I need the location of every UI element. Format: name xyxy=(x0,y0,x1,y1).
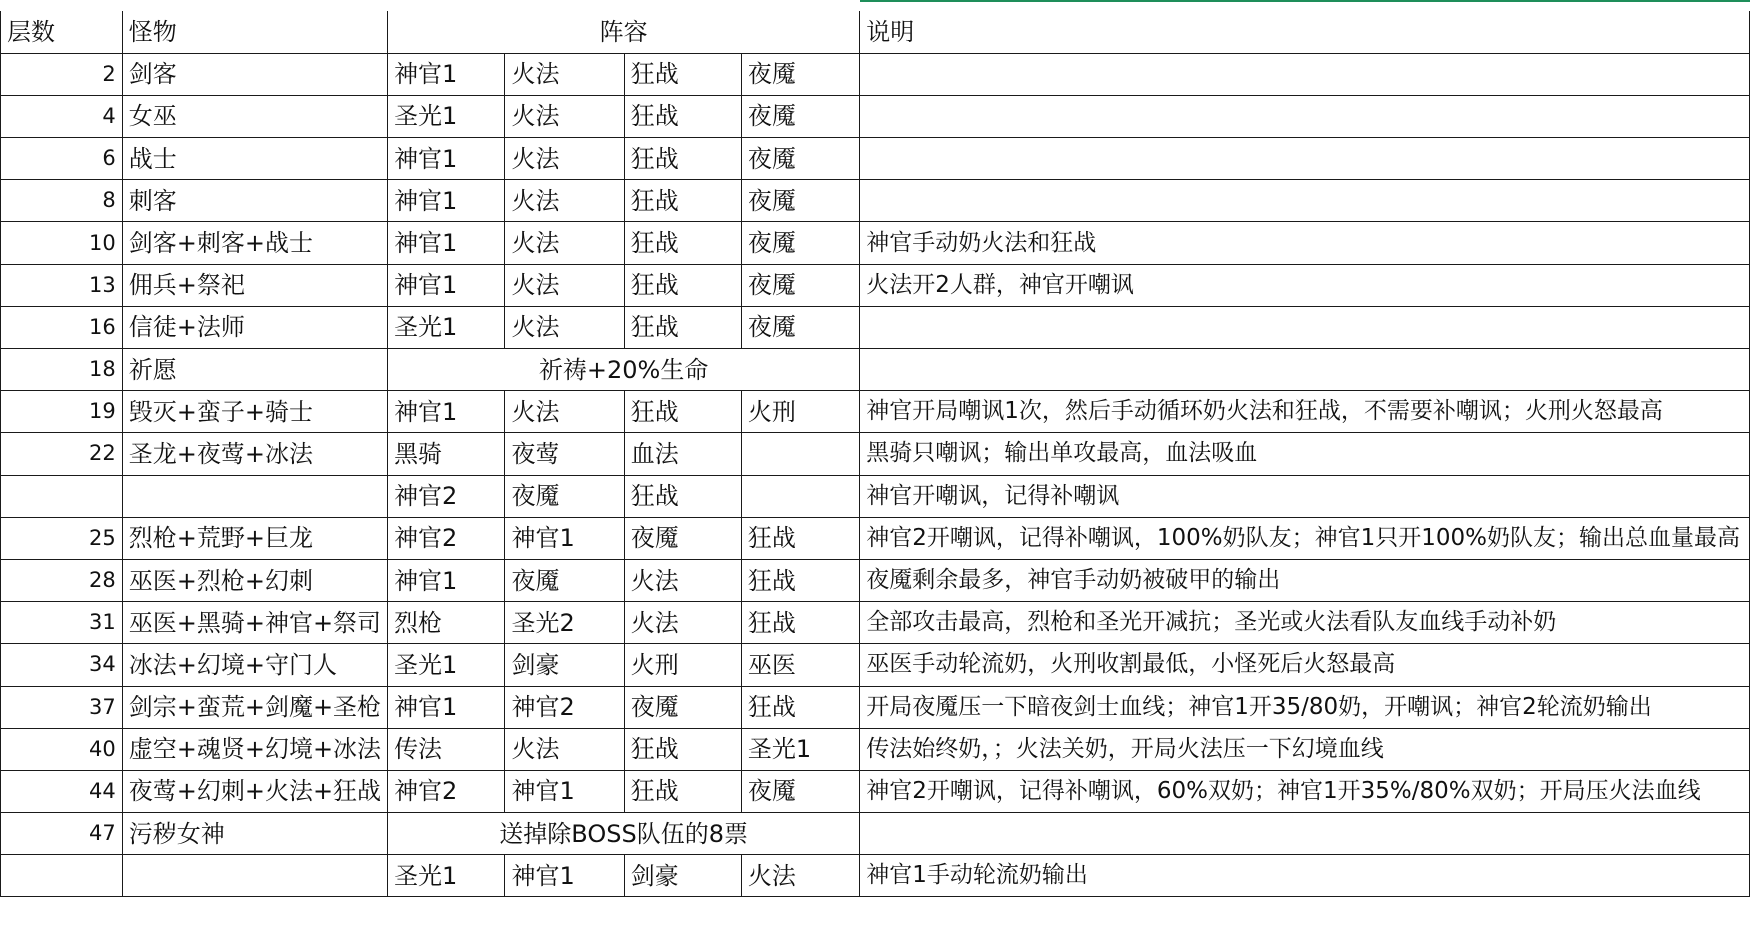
lineup-cell[interactable]: 狂战 xyxy=(624,391,741,433)
lineup-cell[interactable]: 火法 xyxy=(505,728,624,770)
lineup-cell[interactable]: 神官1 xyxy=(388,686,505,728)
lineup-cell[interactable]: 烈枪 xyxy=(388,602,505,644)
lineup-cell[interactable]: 圣光1 xyxy=(741,728,859,770)
lineup-cell[interactable]: 夜魇 xyxy=(741,53,859,95)
lineup-cell[interactable]: 神官2 xyxy=(388,770,505,812)
lineup-cell[interactable]: 神官1 xyxy=(505,855,624,897)
lineup-cell[interactable]: 火法 xyxy=(505,180,624,222)
monster-cell[interactable]: 祈愿 xyxy=(122,349,387,391)
lineup-cell[interactable]: 神官2 xyxy=(388,517,505,559)
header-row xyxy=(1,11,1750,53)
lineup-cell[interactable]: 夜魇 xyxy=(505,475,624,517)
lineup-cell[interactable]: 狂战 xyxy=(624,138,741,180)
header-floor[interactable]: 层数 xyxy=(1,11,123,53)
lineup-cell[interactable]: 狂战 xyxy=(624,53,741,95)
floor-cell[interactable]: 19 xyxy=(1,391,123,433)
lineup-cell[interactable]: 神官1 xyxy=(388,138,505,180)
floor-cell[interactable]: 34 xyxy=(1,644,123,686)
lineup-merged-cell[interactable]: 送掉除BOSS队伍的8票 xyxy=(388,813,860,855)
table-row xyxy=(1,728,1750,770)
table-row xyxy=(1,813,1750,855)
monster-cell[interactable]: 巫医+黑骑+神官+祭司 xyxy=(122,602,387,644)
table-row xyxy=(1,855,1750,897)
lineup-cell[interactable]: 圣光2 xyxy=(505,602,624,644)
floor-cell[interactable]: 31 xyxy=(1,602,123,644)
table-row xyxy=(1,391,1750,433)
note-cell[interactable]: 神官1手动轮流奶输出 xyxy=(860,855,1750,897)
floor-cell[interactable]: 13 xyxy=(1,264,123,306)
lineup-cell[interactable]: 神官2 xyxy=(388,475,505,517)
note-cell[interactable]: 黑骑只嘲讽；输出单攻最高，血法吸血 xyxy=(860,433,1750,475)
lineup-cell[interactable]: 夜莺 xyxy=(505,433,624,475)
lineup-cell[interactable]: 狂战 xyxy=(624,180,741,222)
spreadsheet-table xyxy=(0,11,1750,897)
lineup-cell[interactable]: 巫医 xyxy=(741,644,859,686)
note-cell[interactable]: 巫医手动轮流奶，火刑收割最低，小怪死后火怒最高 xyxy=(860,644,1750,686)
lineup-cell[interactable]: 狂战 xyxy=(624,95,741,137)
monster-cell[interactable] xyxy=(122,475,387,517)
lineup-cell[interactable]: 圣光1 xyxy=(388,644,505,686)
lineup-cell[interactable]: 火法 xyxy=(624,602,741,644)
lineup-cell[interactable]: 神官1 xyxy=(388,391,505,433)
lineup-cell[interactable]: 狂战 xyxy=(741,686,859,728)
note-cell[interactable]: 全部攻击最高，烈枪和圣光开减抗；圣光或火法看队友血线手动补奶 xyxy=(860,602,1750,644)
monster-cell[interactable]: 夜莺+幻刺+火法+狂战 xyxy=(122,770,387,812)
monster-cell[interactable]: 刺客 xyxy=(122,180,387,222)
floor-cell[interactable]: 16 xyxy=(1,306,123,348)
floor-cell[interactable] xyxy=(1,855,123,897)
lineup-cell[interactable]: 狂战 xyxy=(624,770,741,812)
monster-cell[interactable]: 信徒+法师 xyxy=(122,306,387,348)
note-cell[interactable] xyxy=(860,138,1750,180)
table-row xyxy=(1,517,1750,559)
lineup-cell[interactable]: 神官1 xyxy=(388,53,505,95)
monster-cell[interactable]: 剑客+刺客+战士 xyxy=(122,222,387,264)
lineup-cell[interactable] xyxy=(741,475,859,517)
lineup-cell[interactable]: 夜魇 xyxy=(624,686,741,728)
monster-cell[interactable]: 烈枪+荒野+巨龙 xyxy=(122,517,387,559)
lineup-cell[interactable]: 火法 xyxy=(505,306,624,348)
sheet-accent-line xyxy=(860,0,1750,2)
floor-cell[interactable]: 18 xyxy=(1,349,123,391)
floor-cell[interactable]: 44 xyxy=(1,770,123,812)
floor-cell[interactable]: 47 xyxy=(1,813,123,855)
lineup-cell[interactable]: 火法 xyxy=(505,222,624,264)
floor-cell[interactable]: 37 xyxy=(1,686,123,728)
note-cell[interactable]: 神官开局嘲讽1次，然后手动循环奶火法和狂战，不需要补嘲讽；火刑火怒最高 xyxy=(860,391,1750,433)
note-cell[interactable]: 夜魇剩余最多，神官手动奶被破甲的输出 xyxy=(860,559,1750,601)
floor-cell[interactable]: 2 xyxy=(1,53,123,95)
lineup-cell[interactable]: 圣光1 xyxy=(388,95,505,137)
table-row xyxy=(1,602,1750,644)
lineup-cell[interactable]: 夜魇 xyxy=(741,306,859,348)
table-row xyxy=(1,349,1750,391)
lineup-cell[interactable]: 传法 xyxy=(388,728,505,770)
lineup-cell[interactable]: 狂战 xyxy=(624,264,741,306)
note-cell[interactable]: 神官开嘲讽，记得补嘲讽 xyxy=(860,475,1750,517)
lineup-merged-cell[interactable]: 祈祷+20%生命 xyxy=(388,349,860,391)
monster-cell[interactable]: 圣龙+夜莺+冰法 xyxy=(122,433,387,475)
lineup-cell[interactable]: 火法 xyxy=(505,95,624,137)
monster-cell[interactable]: 虚空+魂贤+幻境+冰法 xyxy=(122,728,387,770)
lineup-cell[interactable]: 火法 xyxy=(505,391,624,433)
floor-cell[interactable]: 22 xyxy=(1,433,123,475)
note-cell[interactable] xyxy=(860,813,1750,855)
monster-cell[interactable]: 污秽女神 xyxy=(122,813,387,855)
lineup-cell[interactable]: 夜魇 xyxy=(741,264,859,306)
floor-cell[interactable]: 25 xyxy=(1,517,123,559)
lineup-cell[interactable]: 火法 xyxy=(505,138,624,180)
table-row xyxy=(1,475,1750,517)
monster-cell[interactable]: 佣兵+祭祀 xyxy=(122,264,387,306)
note-cell[interactable]: 火法开2人群，神官开嘲讽 xyxy=(860,264,1750,306)
lineup-cell[interactable]: 神官2 xyxy=(505,686,624,728)
lineup-cell[interactable]: 圣光1 xyxy=(388,306,505,348)
table-row xyxy=(1,433,1750,475)
header-lineup[interactable]: 阵容 xyxy=(388,11,860,53)
table-row xyxy=(1,686,1750,728)
lineup-cell[interactable]: 神官1 xyxy=(388,559,505,601)
note-cell[interactable]: 开局夜魇压一下暗夜剑士血线；神官1开35/80奶，开嘲讽；神官2轮流奶输出 xyxy=(860,686,1750,728)
lineup-cell[interactable]: 夜魇 xyxy=(741,180,859,222)
lineup-cell[interactable]: 夜魇 xyxy=(505,559,624,601)
lineup-cell[interactable]: 火刑 xyxy=(624,644,741,686)
note-cell[interactable]: 传法始终奶，；火法关奶，开局火法压一下幻境血线 xyxy=(860,728,1750,770)
lineup-cell[interactable]: 狂战 xyxy=(624,306,741,348)
note-cell[interactable]: 神官2开嘲讽，记得补嘲讽，60%双奶；神官1开35%/80%双奶；开局压火法血线 xyxy=(860,770,1750,812)
table-row xyxy=(1,559,1750,601)
lineup-cell[interactable]: 剑豪 xyxy=(505,644,624,686)
monster-cell[interactable] xyxy=(122,855,387,897)
lineup-cell[interactable]: 神官1 xyxy=(505,770,624,812)
lineup-cell[interactable]: 血法 xyxy=(624,433,741,475)
lineup-cell[interactable]: 夜魇 xyxy=(741,95,859,137)
note-cell[interactable] xyxy=(860,180,1750,222)
note-cell[interactable] xyxy=(860,53,1750,95)
floor-cell[interactable]: 40 xyxy=(1,728,123,770)
header-monster[interactable]: 怪物 xyxy=(122,11,387,53)
lineup-cell[interactable]: 狂战 xyxy=(624,475,741,517)
floor-cell[interactable]: 8 xyxy=(1,180,123,222)
lineup-cell[interactable]: 狂战 xyxy=(624,222,741,264)
lineup-cell[interactable]: 圣光1 xyxy=(388,855,505,897)
note-cell[interactable] xyxy=(860,95,1750,137)
lineup-cell[interactable]: 神官1 xyxy=(505,517,624,559)
monster-cell[interactable]: 巫医+烈枪+幻刺 xyxy=(122,559,387,601)
lineup-cell[interactable]: 夜魇 xyxy=(741,222,859,264)
lineup-cell[interactable]: 火法 xyxy=(741,855,859,897)
lineup-cell[interactable]: 剑豪 xyxy=(624,855,741,897)
floor-cell[interactable]: 4 xyxy=(1,95,123,137)
lineup-cell[interactable]: 夜魇 xyxy=(624,517,741,559)
table-row xyxy=(1,770,1750,812)
floor-cell[interactable]: 10 xyxy=(1,222,123,264)
table-row xyxy=(1,138,1750,180)
monster-cell[interactable]: 剑客 xyxy=(122,53,387,95)
note-cell[interactable] xyxy=(860,306,1750,348)
lineup-cell[interactable]: 黑骑 xyxy=(388,433,505,475)
header-note[interactable]: 说明 xyxy=(860,11,1750,53)
lineup-cell[interactable]: 狂战 xyxy=(624,728,741,770)
monster-cell[interactable]: 战士 xyxy=(122,138,387,180)
lineup-cell[interactable]: 狂战 xyxy=(741,517,859,559)
note-cell[interactable] xyxy=(860,349,1750,391)
table-row xyxy=(1,180,1750,222)
lineup-cell[interactable]: 火刑 xyxy=(741,391,859,433)
lineup-cell[interactable]: 狂战 xyxy=(741,559,859,601)
lineup-cell[interactable]: 狂战 xyxy=(741,602,859,644)
lineup-cell[interactable]: 夜魇 xyxy=(741,770,859,812)
monster-cell[interactable]: 毁灭+蛮子+骑士 xyxy=(122,391,387,433)
monster-cell[interactable]: 剑宗+蛮荒+剑魔+圣枪 xyxy=(122,686,387,728)
lineup-cell[interactable]: 火法 xyxy=(505,53,624,95)
note-cell[interactable]: 神官2开嘲讽，记得补嘲讽，100%奶队友；神官1只开100%奶队友；输出总血量最高 xyxy=(860,517,1750,559)
table-row xyxy=(1,222,1750,264)
floor-cell[interactable]: 6 xyxy=(1,138,123,180)
lineup-cell[interactable]: 神官1 xyxy=(388,180,505,222)
table-row xyxy=(1,306,1750,348)
table-row xyxy=(1,95,1750,137)
note-cell[interactable]: 神官手动奶火法和狂战 xyxy=(860,222,1750,264)
floor-cell[interactable]: 28 xyxy=(1,559,123,601)
table-row xyxy=(1,264,1750,306)
lineup-cell[interactable]: 神官1 xyxy=(388,222,505,264)
lineup-cell[interactable]: 神官1 xyxy=(388,264,505,306)
lineup-cell[interactable] xyxy=(741,433,859,475)
lineup-cell[interactable]: 火法 xyxy=(505,264,624,306)
floor-cell[interactable] xyxy=(1,475,123,517)
table-row xyxy=(1,53,1750,95)
lineup-cell[interactable]: 夜魇 xyxy=(741,138,859,180)
monster-cell[interactable]: 冰法+幻境+守门人 xyxy=(122,644,387,686)
lineup-cell[interactable]: 火法 xyxy=(624,559,741,601)
monster-cell[interactable]: 女巫 xyxy=(122,95,387,137)
table-row xyxy=(1,644,1750,686)
